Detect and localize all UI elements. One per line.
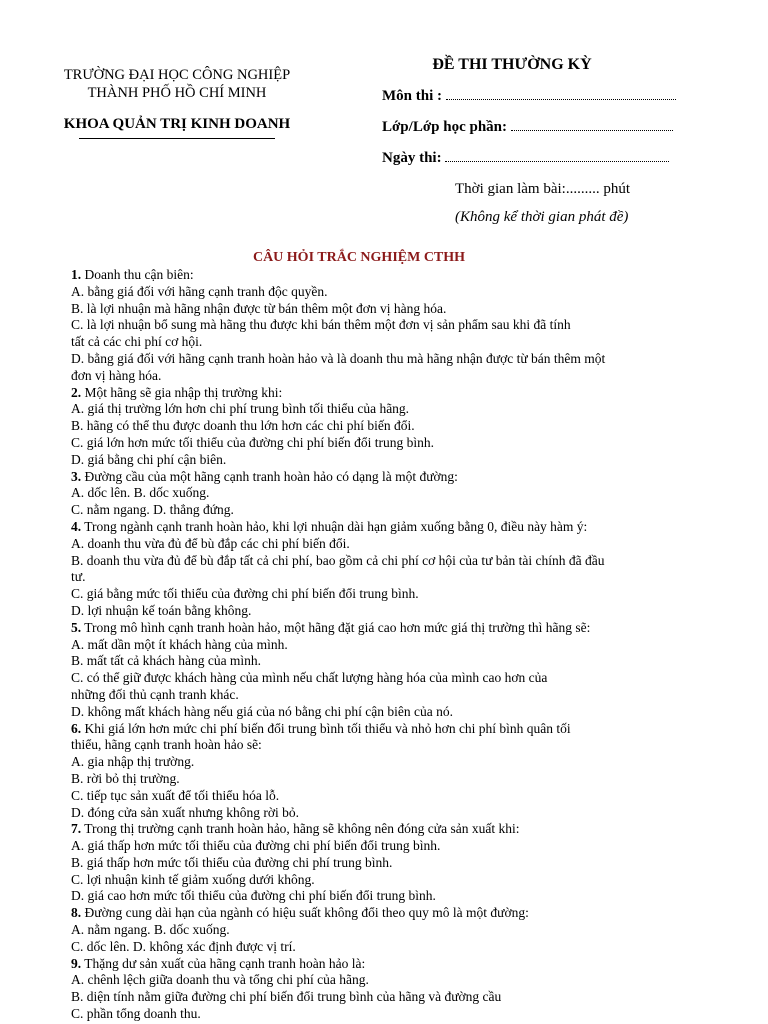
- answer-text: A. giá thấp hơn mức tối thiểu của đường chi phí biến đổi trung bình.: [71, 838, 441, 854]
- question-text: Một hãng sẽ gia nhập thị trường khi:: [81, 384, 283, 400]
- answer-text: B. mất tất cả khách hàng của mình.: [71, 653, 262, 669]
- answer-line: [71, 805, 701, 822]
- answer-line: [71, 334, 701, 351]
- answer-line: [71, 989, 701, 1006]
- answer-line: [71, 922, 701, 939]
- department-name: KHOA QUẢN TRỊ KINH DOANH: [63, 116, 291, 132]
- question-stem: [71, 469, 701, 486]
- question-stem: [71, 519, 701, 536]
- question-list: [71, 267, 701, 1023]
- answer-line: [71, 972, 701, 989]
- answer-line: [71, 502, 701, 519]
- exam-duration: Thời gian làm bài:......... phút: [455, 181, 630, 197]
- question-stem: [71, 905, 701, 922]
- question-text: Trong mô hình cạnh tranh hoàn hảo, một hãng đặt giá cao hơn mức giá thị trường thì hãng sẽ:: [81, 619, 591, 635]
- answer-text: B. hãng có thể thu được doanh thu lớn hơn các chi phí biến đổi.: [71, 418, 415, 434]
- question-number: 6.: [71, 720, 82, 736]
- answer-text: C. nằm ngang. D. thẳng đứng.: [71, 502, 234, 518]
- answer-line: [71, 317, 701, 334]
- answer-line: [71, 301, 701, 318]
- answer-text: D. lợi nhuận kế toán bằng không.: [71, 602, 252, 618]
- answer-text: tư.: [71, 569, 86, 585]
- date-blank: [445, 150, 669, 162]
- answer-text: thiểu, hãng cạnh tranh hoàn hảo sẽ:: [71, 737, 262, 753]
- school-header: [30, 66, 324, 139]
- answer-text: A. mất dần một ít khách hàng của mình.: [71, 636, 288, 652]
- answer-text: C. giá lớn hơn mức tối thiểu của đường chi phí biến đổi trung bình.: [71, 434, 435, 450]
- answer-text: D. giá bằng chi phí cận biên.: [71, 451, 227, 467]
- answer-text: D. bằng giá đối với hãng cạnh tranh hoàn hảo và là doanh thu mà hãng nhận được từ bán thêm một: [71, 350, 606, 366]
- answer-line: [71, 872, 701, 889]
- answer-text: A. doanh thu vừa đủ để bù đắp các chi phí biến đổi.: [71, 535, 350, 551]
- answer-text: C. dốc lên. D. không xác định được vị trí.: [71, 938, 296, 954]
- answer-line: [71, 788, 701, 805]
- answer-text: A. chênh lệch giữa doanh thu và tổng chi phí của hãng.: [71, 972, 369, 988]
- answer-line: [71, 603, 701, 620]
- question-number: 3.: [71, 468, 82, 484]
- answer-text: A. gia nhập thị trường.: [71, 754, 195, 770]
- department-underline: [79, 138, 275, 139]
- question-text: Thặng dư sản xuất của hãng cạnh tranh hoàn hảo là:: [81, 955, 366, 971]
- date-label: Ngày thi:: [382, 150, 442, 166]
- answer-line: [71, 351, 701, 368]
- answer-text: B. giá thấp hơn mức tối thiểu của đường chi phí trung bình.: [71, 854, 393, 870]
- question-text: Đường cung dài hạn của ngành có hiệu suất không đổi theo quy mô là một đường:: [81, 905, 529, 921]
- exam-title: ĐỀ THI THƯỜNG KỲ: [432, 56, 592, 73]
- question-stem: [71, 620, 701, 637]
- answer-text: C. phần tổng doanh thu.: [71, 1006, 201, 1022]
- question-stem: [71, 956, 701, 973]
- answer-text: C. tiếp tục sản xuất để tối thiểu hóa lỗ.: [71, 787, 280, 803]
- question-number: 4.: [71, 518, 82, 534]
- question-text: Khi giá lớn hơn mức chi phí biến đổi trung bình tối thiểu và nhỏ hơn chi phí bình quân tối: [81, 720, 571, 736]
- date-field: [382, 150, 702, 181]
- question-number: 5.: [71, 619, 82, 635]
- answer-text: A. bằng giá đối với hãng cạnh tranh độc quyền.: [71, 283, 328, 299]
- class-label: Lớp/Lớp học phần:: [382, 119, 507, 135]
- answer-line: [71, 368, 701, 385]
- answer-line: [71, 418, 701, 435]
- subject-field: [382, 88, 702, 119]
- answer-text: những đối thủ cạnh tranh khác.: [71, 686, 239, 702]
- answer-line: [71, 284, 701, 301]
- exam-duration-note: (Không kể thời gian phát đề): [455, 209, 629, 225]
- answer-line: [71, 452, 701, 469]
- answer-text: C. là lợi nhuận bổ sung mà hãng thu được khi bán thêm một đơn vị sản phẩm sau khi đã tính: [71, 317, 571, 333]
- answer-text: D. giá cao hơn mức tối thiểu của đường chi phí biến đổi trung bình.: [71, 888, 436, 904]
- answer-line: [71, 771, 701, 788]
- answer-text: A. nằm ngang. B. dốc xuống.: [71, 922, 230, 938]
- school-name-line2: THÀNH PHỐ HỒ CHÍ MINH: [87, 85, 267, 101]
- answer-text: C. lợi nhuận kinh tế giảm xuống dưới không.: [71, 871, 315, 887]
- answer-line: [71, 888, 701, 905]
- question-text: Trong ngành cạnh tranh hoàn hảo, khi lợi nhuận dài hạn giảm xuống bằng 0, điều này hàm ý:: [81, 518, 588, 534]
- answer-line: [71, 586, 701, 603]
- question-stem: [71, 267, 701, 284]
- answer-line: [71, 536, 701, 553]
- school-name-line1: TRƯỜNG ĐẠI HỌC CÔNG NGHIỆP: [63, 67, 291, 83]
- answer-text: A. giá thị trường lớn hơn chi phí trung bình tối thiểu của hãng.: [71, 401, 410, 417]
- answer-line: [71, 670, 701, 687]
- answer-line: [71, 435, 701, 452]
- answer-text: A. dốc lên. B. dốc xuống.: [71, 485, 210, 501]
- answer-line: [71, 939, 701, 956]
- answer-text: B. rời bỏ thị trường.: [71, 770, 180, 786]
- answer-text: B. là lợi nhuận mà hãng nhận được từ bán thêm một đơn vị hàng hóa.: [71, 300, 447, 316]
- answer-text: đơn vị hàng hóa.: [71, 367, 162, 383]
- question-number: 8.: [71, 905, 82, 921]
- answer-line: [71, 653, 701, 670]
- question-text: Trong thị trường cạnh tranh hoàn hảo, hãng sẽ không nên đóng cửa sản xuất khi:: [81, 821, 520, 837]
- exam-info: [382, 56, 702, 226]
- class-blank: [511, 119, 673, 131]
- section-title: CÂU HỎI TRẮC NGHIỆM CTHH: [252, 250, 466, 265]
- answer-line: [71, 754, 701, 771]
- answer-line: [71, 687, 701, 704]
- answer-text: D. đóng cửa sản xuất nhưng không rời bỏ.: [71, 804, 299, 820]
- answer-line: [71, 737, 701, 754]
- question-text: Doanh thu cận biên:: [81, 267, 194, 282]
- question-number: 2.: [71, 384, 82, 400]
- question-stem: [71, 721, 701, 738]
- answer-line: [71, 553, 701, 570]
- answer-text: B. doanh thu vừa đủ để bù đắp tất cả chi phí, bao gồm cả chi phí cơ hội của tư bản tài chính đã đầu: [71, 552, 605, 568]
- answer-line: [71, 704, 701, 721]
- answer-line: [71, 401, 701, 418]
- class-field: [382, 119, 702, 150]
- answer-text: C. giá bằng mức tối thiểu của đường chi phí biến đổi trung bình.: [71, 586, 419, 602]
- subject-label: Môn thi :: [382, 88, 442, 104]
- question-number: 1.: [71, 267, 82, 282]
- question-text: Đường cầu của một hãng cạnh tranh hoàn hảo có dạng là một đường:: [81, 468, 458, 484]
- question-number: 9.: [71, 955, 82, 971]
- answer-line: [71, 1006, 701, 1023]
- question-number: 7.: [71, 821, 82, 837]
- answer-text: C. có thể giữ được khách hàng của mình nếu chất lượng hàng hóa của mình cao hơn của: [71, 670, 548, 686]
- answer-line: [71, 569, 701, 586]
- question-stem: [71, 385, 701, 402]
- question-stem: [71, 821, 701, 838]
- answer-line: [71, 637, 701, 654]
- answer-line: [71, 855, 701, 872]
- answer-line: [71, 838, 701, 855]
- answer-text: D. không mất khách hàng nếu giá của nó bằng chi phí cận biên của nó.: [71, 703, 454, 719]
- answer-line: [71, 485, 701, 502]
- answer-text: B. diện tính nằm giữa đường chi phí biến đổi trung bình của hãng và đường cầu: [71, 989, 502, 1005]
- answer-text: tất cả các chi phí cơ hội.: [71, 334, 203, 350]
- subject-blank: [446, 88, 676, 100]
